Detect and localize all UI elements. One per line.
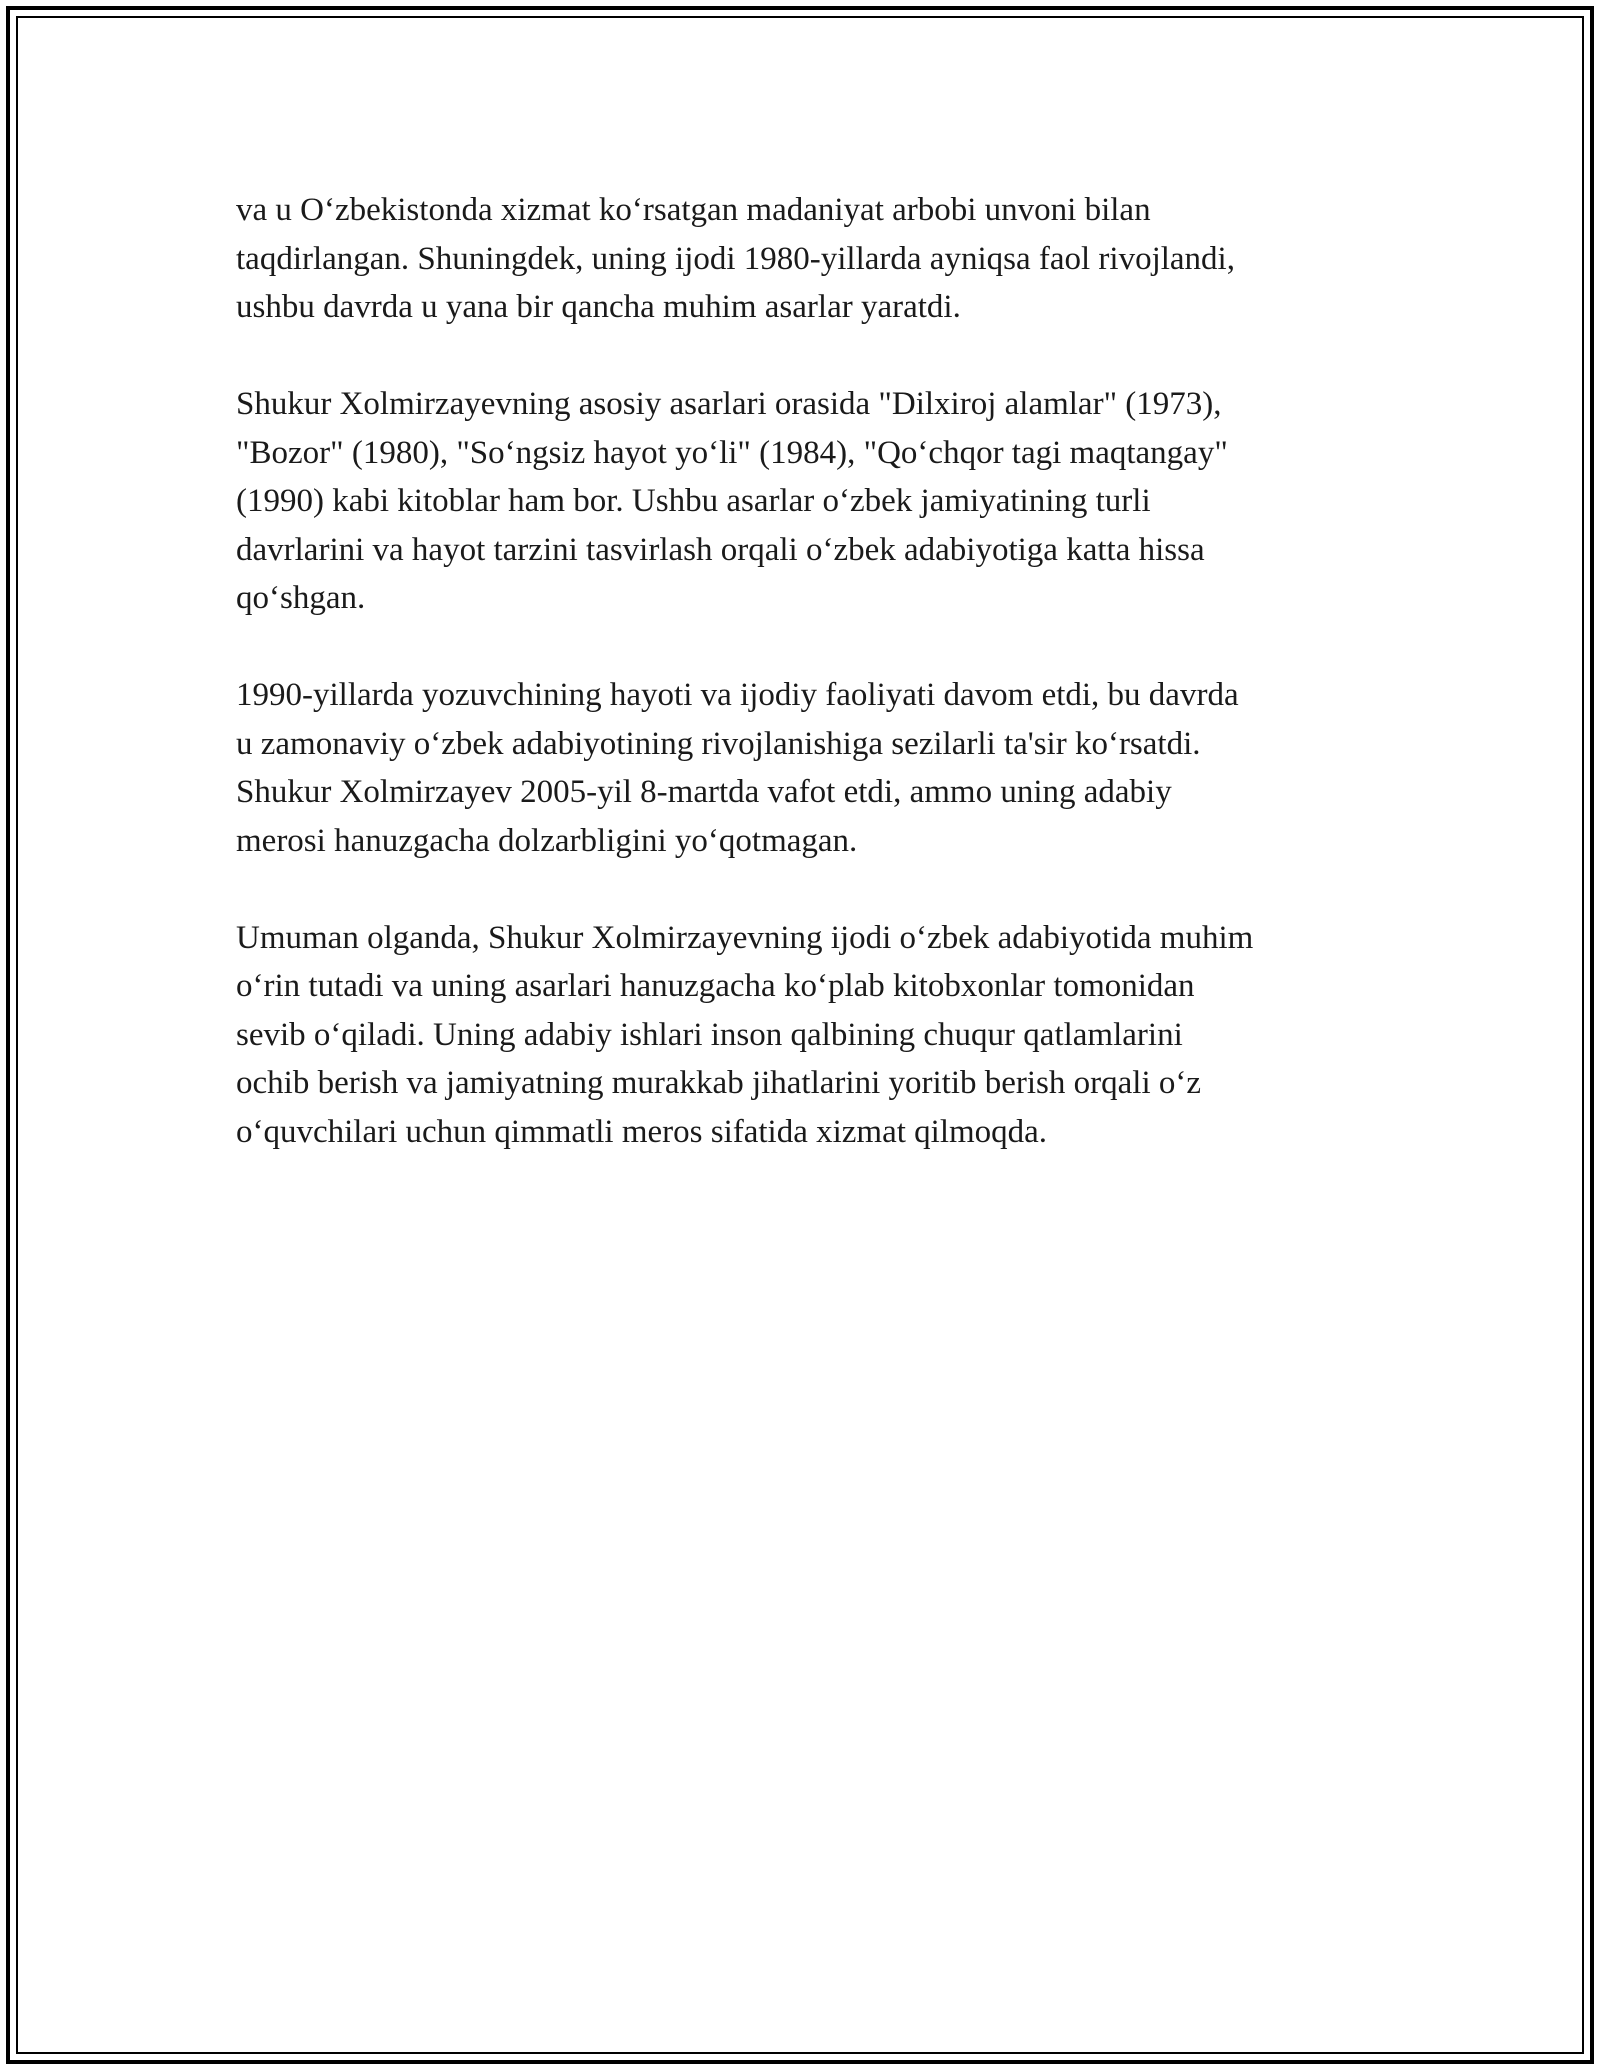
paragraph-1: va u O‘zbekistonda xizmat ko‘rsatgan madaniyat arbobi unvoni bilan taqdirlangan. Shuningdek, uning ijodi 1980-yillarda ayniqsa faol rivojlandi, ushbu davrda u yana bir qancha muhim asarlar yaratdi. (236, 192, 1235, 325)
paragraph-2: Shukur Xolmirzayevning asosiy asarlari orasida "Dilxiroj alamlar" (1973), "Bozor" (1980), "So‘ngsiz hayot yo‘li" (1984), "Qo‘chqor tagi maqtangay" (1990) kabi kitoblar ham bor. Ushbu asarlar o‘zbek jamiyatining turli davrlarini va hayot tarzini tasvirlash orqali o‘zbek adabiyotiga katta hissa qo‘shgan. (236, 386, 1228, 616)
document-body (236, 186, 1376, 1205)
paragraph-4: Umuman olganda, Shukur Xolmirzayevning ijodi o‘zbek adabiyotida muhim o‘rin tutadi va uning asarlari hanuzgacha ko‘plab kitobxonlar tomonidan sevib o‘qiladi. Uning adabiy ishlari inson qalbining chuqur qatlamlarini ochib berish va jamiyatning murakkab jihatlarini yoritib berish orqali o‘z o‘quvchilari uchun qimmatli meros sifatida xizmat qilmoqda. (236, 919, 1254, 1150)
paragraph-3: 1990-yillarda yozuvchining hayoti va ijodiy faoliyati davom etdi, bu davrda u zamonaviy o‘zbek adabiyotining rivojlanishiga sezilarli ta'sir ko‘rsatdi. Shukur Xolmirzayev 2005-yil 8-martda vafot etdi, ammo uning adabiy merosi hanuzgacha dolzarbligini yo‘qotmagan. (236, 677, 1239, 859)
